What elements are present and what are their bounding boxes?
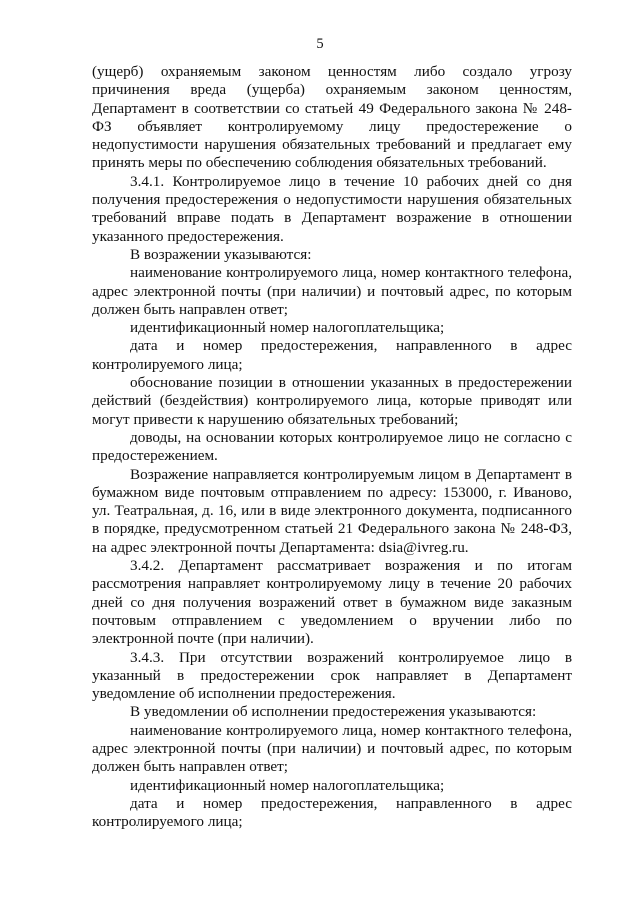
paragraph-7: обоснование позиции в отношении указанных в предостережении действий (бездействия) контролируемого лица, которые приводят или могут привести к нарушению обязательных требований; bbox=[92, 374, 572, 428]
paragraph-14: идентификационный номер налогоплательщика; bbox=[130, 776, 445, 794]
paragraph-4: наименование контролируемого лица, номер контактного телефона, адрес электронной почты (при наличии) и почтовый адрес, по которым должен быть направлен ответ; bbox=[92, 264, 572, 318]
paragraph-15: дата и номер предостережения, направленного в адрес контролируемого лица; bbox=[92, 794, 572, 831]
paragraph-9: Возражение направляется контролируемым лицом в Департамент в бумажном виде почтовым отправлением по адресу: 153000, г. Иваново, ул. Театральная, д. 16, или в виде электронного документа, подписанного в порядке, предусмотренном статьей 21 Федерального закона № 248-ФЗ, на адрес электронной почты Департамента: dsia@ivreg.ru. bbox=[92, 465, 572, 556]
paragraph-6: дата и номер предостережения, направленного в адрес контролируемого лица; bbox=[92, 337, 572, 373]
page-number: 5 bbox=[316, 36, 324, 52]
paragraph-13: наименование контролируемого лица, номер контактного телефона, адрес электронной почты (при наличии) и почтовый адрес, по которым должен быть направлен ответ; bbox=[92, 721, 572, 776]
paragraph-8: доводы, на основании которых контролируемое лицо не согласно с предостережением. bbox=[92, 428, 572, 465]
paragraph-10: 3.4.2. Департамент рассматривает возражения и по итогам рассмотрения направляет контролируемому лицу в течение 20 рабочих дней со дня получения возражений ответ в бумажном виде заказным почтовым отправлением с уведомлением о вручении либо по электронной почте (при наличии). bbox=[92, 557, 572, 648]
paragraph-5: идентификационный номер налогоплательщика; bbox=[130, 319, 445, 337]
paragraph-11: 3.4.3. При отсутствии возражений контролируемое лицо в указанный в предостережении срок направляет в Департамент уведомление об исполнении предостережения. bbox=[92, 648, 572, 703]
document-body bbox=[92, 63, 572, 831]
paragraph-1: (ущерб) охраняемым законом ценностям либо создало угрозу причинения вреда (ущерба) охраняемым законом ценностям, Департамент в соответствии со статьей 49 Федерального закона № 248-ФЗ объявляет контролируемому лицу предостережение о недопустимости нарушения обязательных требований и предлагает ему принять меры по обеспечению соблюдения обязательных требований. bbox=[92, 63, 572, 172]
paragraph-12: В уведомлении об исполнении предостережения указываются: bbox=[130, 703, 537, 721]
paragraph-2: 3.4.1. Контролируемое лицо в течение 10 рабочих дней со дня получения предостережения о недопустимости нарушения обязательных требований вправе подать в Департамент возражение в отношении указанного предостережения. bbox=[92, 172, 572, 245]
paragraph-3: В возражении указываются: bbox=[130, 245, 312, 263]
